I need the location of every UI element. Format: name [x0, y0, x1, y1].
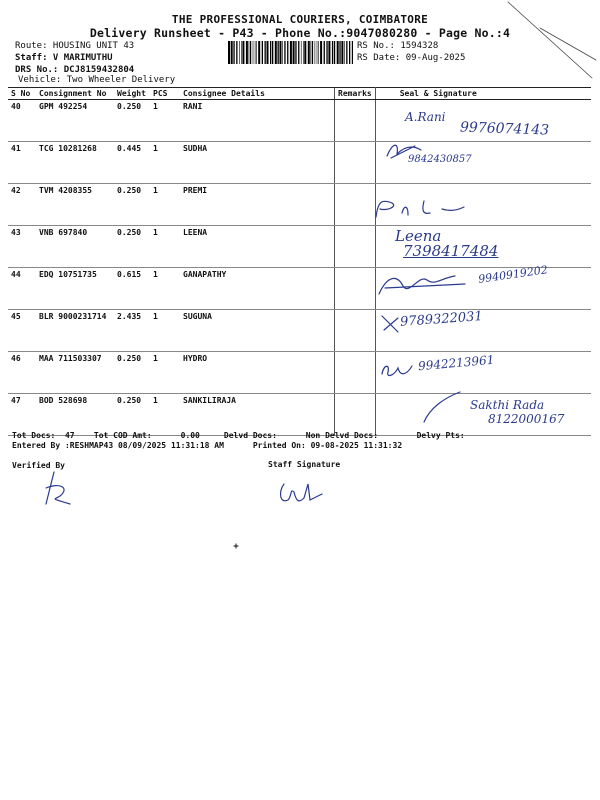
signature-scribble [378, 358, 418, 383]
cell-sno: 47 [8, 394, 36, 436]
drs-number: DRS No.: DCJ8159432804 [15, 65, 135, 75]
table-header-row [8, 88, 591, 100]
cell-sno: 46 [8, 352, 36, 394]
cell-sno: 40 [8, 100, 36, 142]
cell-weight: 0.250 [114, 184, 150, 226]
cell-consignee: LEENA [180, 226, 335, 268]
cell-cno: GPM 492254 [36, 100, 114, 142]
cell-weight: 0.615 [114, 268, 150, 310]
cell-cno: BOD 528698 [36, 394, 114, 436]
handwritten-phone: 8122000167 [488, 412, 565, 426]
cell-sno: 42 [8, 184, 36, 226]
table-row [8, 142, 591, 184]
cell-weight: 0.250 [114, 100, 150, 142]
cell-sno: 44 [8, 268, 36, 310]
handwritten-phone: 9940919202 [477, 263, 549, 286]
cell-remarks [335, 142, 376, 184]
cell-pcs: 1 [150, 310, 180, 352]
cell-pcs: 1 [150, 394, 180, 436]
cell-consignee: SUDHA [180, 142, 335, 184]
cell-weight: 0.250 [114, 352, 150, 394]
page-edge-marks [0, 0, 600, 100]
cell-pcs: 1 [150, 100, 180, 142]
cell-weight: 0.250 [114, 394, 150, 436]
col-header: PCS [150, 88, 180, 100]
verifier-signature [40, 470, 80, 510]
runsheet-subtitle: Delivery Runsheet - P43 - Phone No.:9047080280 - Page No.:4 [89, 26, 511, 40]
cell-cno: BLR 9000231714 [36, 310, 114, 352]
cell-pcs: 1 [150, 226, 180, 268]
staff-label: Staff: V MARIMUTHU [15, 53, 113, 63]
cell-sno: 43 [8, 226, 36, 268]
cell-pcs: 1 [150, 268, 180, 310]
runsheet-table [8, 87, 591, 436]
cell-sno: 45 [8, 310, 36, 352]
verified-by-label: Verified By [12, 461, 65, 470]
cell-sno: 41 [8, 142, 36, 184]
handwritten-phone: 9976074143 [459, 119, 550, 139]
company-title: THE PROFESSIONAL COURIERS, COIMBATORE [171, 13, 429, 26]
cell-pcs: 1 [150, 184, 180, 226]
cell-consignee: SUGUNA [180, 310, 335, 352]
cell-consignee: SANKILIRAJA [180, 394, 335, 436]
col-header: S No [8, 88, 36, 100]
cell-remarks [335, 226, 376, 268]
staff-signature [278, 478, 328, 508]
cell-cno: TCG 10281268 [36, 142, 114, 184]
col-header: Seal & Signature [375, 88, 591, 100]
handwritten-phone: 7398417484 [403, 242, 499, 260]
cell-remarks [335, 268, 376, 310]
rs-number: RS No.: 1594328 [357, 41, 439, 51]
cell-pcs: 1 [150, 142, 180, 184]
cell-cno: EDQ 10751735 [36, 268, 114, 310]
cell-cno: TVM 4208355 [36, 184, 114, 226]
signature-scribble [372, 195, 492, 225]
staff-signature-label: Staff Signature [268, 460, 341, 469]
rs-date: RS Date: 09-Aug-2025 [357, 53, 466, 63]
handwritten-name: A.Rani [405, 110, 446, 124]
table-row [8, 226, 591, 268]
stray-mark [232, 542, 240, 550]
cell-consignee: PREMI [180, 184, 335, 226]
cell-consignee: GANAPATHY [180, 268, 335, 310]
col-header: Weight [114, 88, 150, 100]
col-header: Consignment No [36, 88, 114, 100]
cell-weight: 0.250 [114, 226, 150, 268]
cell-remarks [335, 100, 376, 142]
cell-pcs: 1 [150, 352, 180, 394]
cell-remarks [335, 394, 376, 436]
handwritten-phone: 9842430857 [408, 154, 472, 165]
route-label: Route: HOUSING UNIT 43 [15, 41, 135, 51]
handwritten-name: Sakthi Rada [470, 398, 545, 412]
cell-remarks [335, 184, 376, 226]
vehicle-label: Vehicle: Two Wheeler Delivery [18, 75, 176, 85]
col-header: Consignee Details [180, 88, 335, 100]
totals-line: Tot Docs: 47 Tot COD Amt: 0.00 Delvd Docs: Non Delvd Docs: Delvy Pts: [12, 431, 465, 440]
handwritten-name: Leena [395, 227, 442, 245]
cell-cno: VNB 697840 [36, 226, 114, 268]
cell-consignee: RANI [180, 100, 335, 142]
cell-remarks [335, 310, 376, 352]
table-row [8, 184, 591, 226]
table-row [8, 310, 591, 352]
cell-consignee: HYDRO [180, 352, 335, 394]
entered-by-line: Entered By :RESHMAP43 08/09/2025 11:31:18 AM Printed On: 09-08-2025 11:31:32 [12, 441, 403, 450]
cell-weight: 2.435 [114, 310, 150, 352]
signature-scribble [375, 268, 475, 303]
table-row [8, 352, 591, 394]
cell-remarks [335, 352, 376, 394]
cell-cno: MAA 711503307 [36, 352, 114, 394]
cell-weight: 0.445 [114, 142, 150, 184]
handwritten-phone: 9789322031 [399, 309, 484, 330]
handwritten-phone: 9942213961 [417, 352, 495, 374]
col-header: Remarks [335, 88, 376, 100]
